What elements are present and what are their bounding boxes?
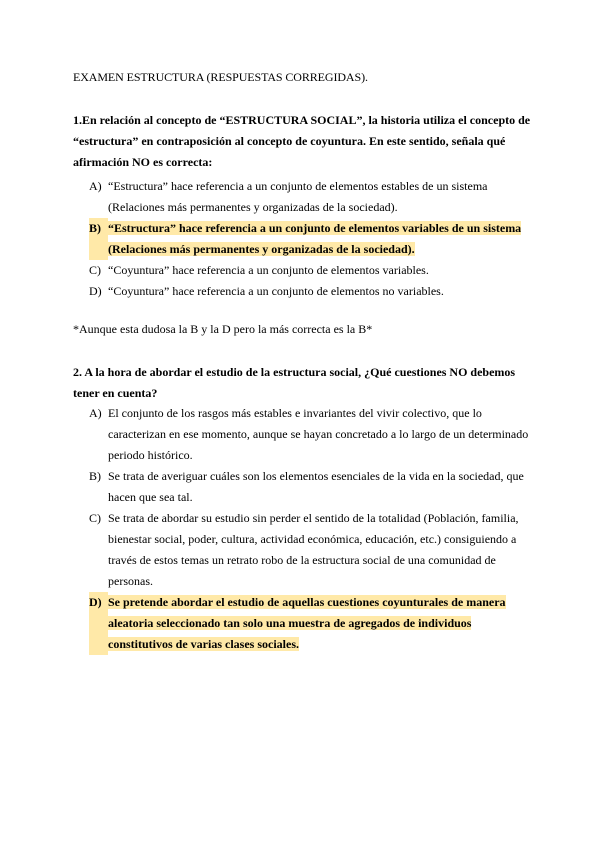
question-1-note: *Aunque esta dudosa la B y la D pero la más correcta es la B* [73, 322, 373, 336]
question-1-text: 1.En relación al concepto de “ESTRUCTURA SOCIAL”, la historia utiliza el concepto de “estructura” en contraposición al concepto de coyuntura. En este sentido, señala qué afirmación NO es correcta: [73, 113, 531, 169]
option-text: Se trata de averiguar cuáles son los elementos esenciales de la vida en la sociedad, que hacen que sea tal. [108, 469, 524, 504]
option-2b [89, 466, 539, 508]
option-text: El conjunto de los rasgos más estables e invariantes del vivir colectivo, que lo caracterizan en ese momento, aunque se hayan concretado a lo largo de un determinado periodo histórico. [108, 406, 529, 462]
option-text-highlighted: “Estructura” hace referencia a un conjunto de elementos variables de un sistema (Relaciones más permanentes y organizadas de la sociedad). [108, 221, 522, 256]
option-text: “Coyuntura” hace referencia a un conjunto de elementos variables. [108, 263, 429, 277]
option-text-highlighted: Se pretende abordar el estudio de aquellas cuestiones coyunturales de manera aleatoria seleccionado tan solo una muestra de agregados de individuos constitutivos de varias clases sociales. [108, 595, 506, 651]
option-1a [89, 176, 539, 218]
option-1c [89, 260, 539, 281]
option-2a [89, 403, 539, 466]
option-letter: D) [89, 592, 108, 655]
option-text: Se trata de abordar su estudio sin perder el sentido de la totalidad (Población, familia, bienestar social, poder, cultura, actividad económica, educación, etc.) consiguiendo a través de estos temas un retrato robo de la estructura social de una comunidad de personas. [108, 511, 519, 588]
option-1d [89, 281, 539, 302]
question-2-text: 2. A la hora de abordar el estudio de la estructura social, ¿Qué cuestiones NO debemos tener en cuenta? [73, 365, 516, 400]
option-letter: C) [89, 511, 101, 525]
document-title: EXAMEN ESTRUCTURA (RESPUESTAS CORREGIDAS). [73, 70, 368, 84]
option-letter: B) [89, 218, 108, 260]
option-letter: D) [89, 284, 102, 298]
option-letter: A) [89, 179, 102, 193]
option-letter: A) [89, 406, 102, 420]
option-letter: B) [89, 469, 101, 483]
option-1b-correct [89, 218, 539, 260]
option-text: “Estructura” hace referencia a un conjunto de elementos estables de un sistema (Relaciones más permanentes y organizadas de la sociedad). [108, 179, 488, 214]
option-2d-correct [89, 592, 539, 655]
option-letter: C) [89, 263, 101, 277]
question-2-options [89, 403, 539, 655]
question-1-options [89, 176, 539, 302]
option-text: “Coyuntura” hace referencia a un conjunto de elementos no variables. [108, 284, 444, 298]
option-2c [89, 508, 539, 592]
